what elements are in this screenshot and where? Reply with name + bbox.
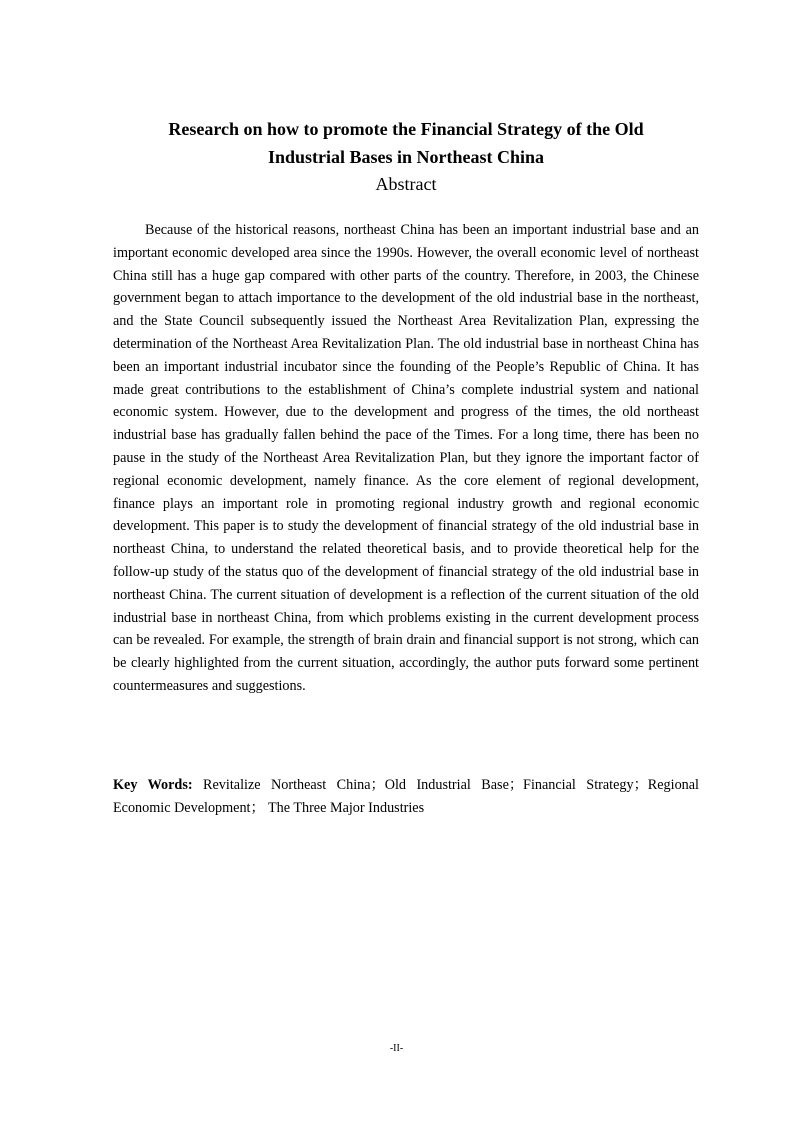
page-number: -II-	[389, 1043, 404, 1054]
paper-title-line-2: Industrial Bases in Northeast China	[267, 147, 545, 167]
abstract-heading: Abstract	[375, 174, 437, 194]
keywords-paragraph	[113, 774, 699, 820]
abstract-body: Because of the historical reasons, northeast China has been an important industrial base and an important economic developed area since the 1990s. However, the overall economic level of northeast China still has a huge gap compared with other parts of the country. Therefore, in 2003, the Chinese government began to attach importance to the development of the old industrial base in the northeast, and the State Council subsequently issued the Northeast Area Revitalization Plan, expressing the determination of the Northeast Area Revitalization Plan. The old industrial base in northeast China has been an important industrial incubator since the founding of the People’s Republic of China. It has made great contributions to the establishment of China’s complete industrial system and national economic system. However, due to the development and progress of the times, the old northeast industrial base has gradually fallen behind the pace of the Times. For a long time, there has been no pause in the study of the Northeast Area Revitalization Plan, but they ignore the important factor of regional economic development, namely finance. As the core element of regional development, finance plays an important role in promoting regional industry growth and regional economic development. This paper is to study the development of financial strategy of the old industrial base in northeast China, to understand the related theoretical basis, and to provide theoretical help for the follow-up study of the status quo of the development of financial strategy of the old industrial base in northeast China. The current situation of development is a reflection of the current situation of the old industrial base in northeast China, from which problems existing in the current development process can be revealed. For example, the strength of brain drain and financial support is not strong, which can be clearly highlighted from the current situation, accordingly, the author puts forward some pertinent countermeasures and suggestions.	[113, 222, 699, 694]
keywords-text: Revitalize Northeast China；Old Industrial Base；Financial Strategy；Regional Economic Development； The Three Major Industries	[113, 777, 700, 816]
paper-title-line-1: Research on how to promote the Financial Strategy of the Old	[168, 119, 644, 139]
keywords-label: Key Words:	[113, 777, 193, 793]
paper-title	[100, 115, 712, 171]
